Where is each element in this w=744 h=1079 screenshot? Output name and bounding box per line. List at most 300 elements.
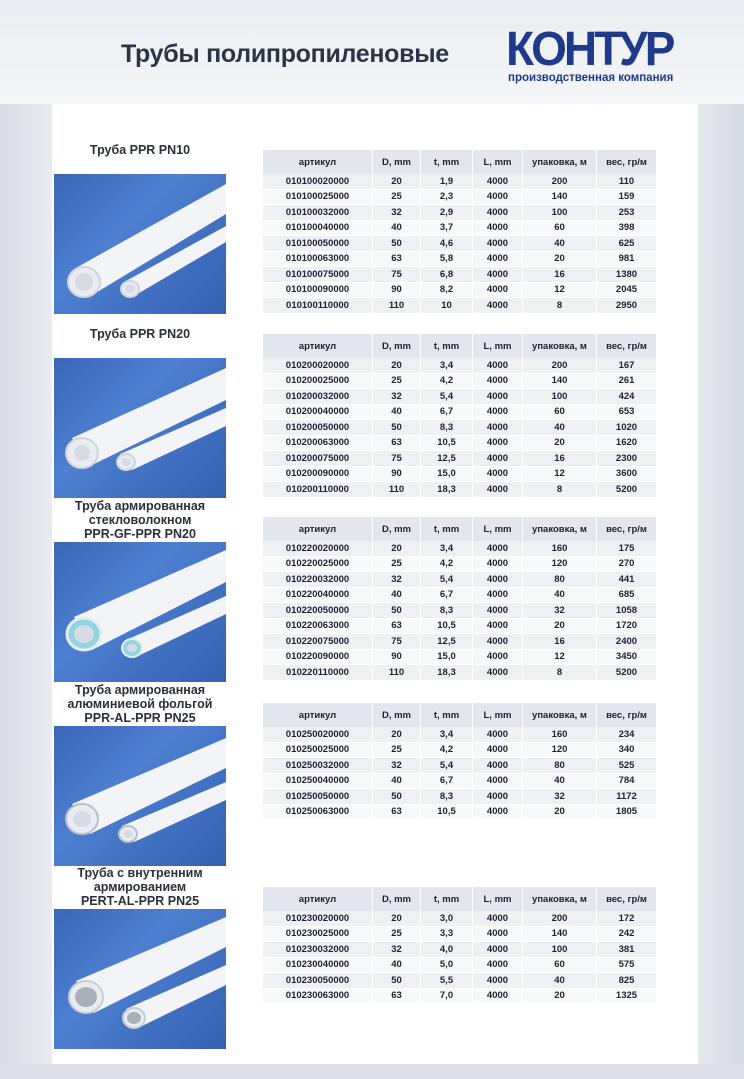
cell-length: 4000	[473, 252, 523, 268]
cell-package: 120	[523, 743, 597, 759]
cell-diameter: 50	[373, 236, 421, 252]
col-weight: вес, гр/м	[597, 150, 657, 174]
cell-diameter: 40	[373, 588, 421, 604]
spec-table-pn10	[263, 150, 657, 314]
cell-weight: 1058	[597, 603, 657, 619]
col-article: артикул	[263, 150, 373, 174]
cell-article: 010100032000	[263, 205, 373, 221]
cell-weight: 1172	[597, 789, 657, 805]
cell-package: 16	[523, 267, 597, 283]
cell-thickness: 18,3	[421, 665, 473, 681]
cell-article: 010230032000	[263, 942, 373, 958]
cell-article: 010100050000	[263, 236, 373, 252]
cell-article: 010100090000	[263, 283, 373, 299]
col-diameter: D, mm	[373, 517, 421, 541]
cell-thickness: 7,0	[421, 989, 473, 1005]
col-length: L, mm	[473, 334, 523, 358]
cell-diameter: 110	[373, 482, 421, 498]
table-row	[263, 358, 657, 374]
cell-length: 4000	[473, 436, 523, 452]
cell-thickness: 6,7	[421, 405, 473, 421]
pipe-illustration	[54, 174, 226, 314]
cell-length: 4000	[473, 911, 523, 927]
cell-package: 120	[523, 557, 597, 573]
cell-package: 16	[523, 451, 597, 467]
col-weight: вес, гр/м	[597, 517, 657, 541]
cell-diameter: 32	[373, 942, 421, 958]
cell-weight: 381	[597, 942, 657, 958]
col-thickness: t, mm	[421, 150, 473, 174]
col-length: L, mm	[473, 887, 523, 911]
cell-weight: 1020	[597, 420, 657, 436]
pipe-illustration	[54, 542, 226, 682]
cell-thickness: 5,8	[421, 252, 473, 268]
cell-diameter: 20	[373, 911, 421, 927]
cell-article: 010220040000	[263, 588, 373, 604]
cell-length: 4000	[473, 358, 523, 374]
cell-length: 4000	[473, 557, 523, 573]
cell-weight: 441	[597, 572, 657, 588]
cell-package: 100	[523, 942, 597, 958]
table-row	[263, 221, 657, 237]
cell-diameter: 20	[373, 358, 421, 374]
cell-thickness: 10,5	[421, 805, 473, 821]
cell-package: 60	[523, 958, 597, 974]
cell-diameter: 32	[373, 758, 421, 774]
section-title-pn20: Труба PPR PN20	[89, 327, 191, 341]
table-header-row	[263, 887, 657, 911]
cell-article: 010100025000	[263, 190, 373, 206]
pipe-photo-pn20	[54, 358, 226, 498]
cell-length: 4000	[473, 942, 523, 958]
cell-length: 4000	[473, 405, 523, 421]
cell-diameter: 40	[373, 405, 421, 421]
cell-diameter: 32	[373, 389, 421, 405]
cell-length: 4000	[473, 389, 523, 405]
cell-diameter: 63	[373, 252, 421, 268]
table-header-row	[263, 334, 657, 358]
cell-article: 010100110000	[263, 298, 373, 314]
cell-length: 4000	[473, 572, 523, 588]
pipe-illustration	[54, 358, 226, 498]
cell-article: 010200040000	[263, 405, 373, 421]
page-title: Трубы полипропиленовые	[121, 40, 449, 68]
cell-length: 4000	[473, 805, 523, 821]
cell-weight: 175	[597, 541, 657, 557]
col-length: L, mm	[473, 150, 523, 174]
table-row	[263, 420, 657, 436]
logo-wordmark: КОНТУР	[506, 20, 673, 76]
cell-length: 4000	[473, 221, 523, 237]
table-row	[263, 619, 657, 635]
cell-article: 010220050000	[263, 603, 373, 619]
section-title-line: Труба с внутренним	[77, 866, 203, 880]
cell-diameter: 90	[373, 467, 421, 483]
cell-length: 4000	[473, 588, 523, 604]
col-length: L, mm	[473, 703, 523, 727]
cell-length: 4000	[473, 298, 523, 314]
table-row	[263, 588, 657, 604]
col-diameter: D, mm	[373, 887, 421, 911]
cell-diameter: 40	[373, 958, 421, 974]
cell-thickness: 5,4	[421, 389, 473, 405]
cell-diameter: 75	[373, 451, 421, 467]
cell-weight: 172	[597, 911, 657, 927]
cell-package: 20	[523, 252, 597, 268]
cell-package: 60	[523, 221, 597, 237]
cell-diameter: 110	[373, 665, 421, 681]
cell-weight: 1380	[597, 267, 657, 283]
cell-article: 010200025000	[263, 374, 373, 390]
cell-article: 010100063000	[263, 252, 373, 268]
cell-article: 010230025000	[263, 927, 373, 943]
pipe-illustration	[54, 909, 226, 1049]
cell-thickness: 3,4	[421, 541, 473, 557]
table-row	[263, 789, 657, 805]
cell-thickness: 3,4	[421, 358, 473, 374]
spec-table-pn20	[263, 334, 657, 498]
cell-package: 20	[523, 805, 597, 821]
table-row	[263, 436, 657, 452]
cell-thickness: 12,5	[421, 634, 473, 650]
cell-article: 010200063000	[263, 436, 373, 452]
section-title-line: стекловолокном	[88, 513, 192, 527]
col-weight: вес, гр/м	[597, 334, 657, 358]
table-row	[263, 298, 657, 314]
col-diameter: D, mm	[373, 703, 421, 727]
cell-length: 4000	[473, 927, 523, 943]
table-row	[263, 205, 657, 221]
cell-length: 4000	[473, 619, 523, 635]
cell-length: 4000	[473, 174, 523, 190]
cell-weight: 784	[597, 774, 657, 790]
cell-article: 010250040000	[263, 774, 373, 790]
cell-diameter: 40	[373, 774, 421, 790]
cell-diameter: 63	[373, 619, 421, 635]
cell-thickness: 8,2	[421, 283, 473, 299]
cell-thickness: 10,5	[421, 436, 473, 452]
cell-length: 4000	[473, 958, 523, 974]
cell-article: 010220025000	[263, 557, 373, 573]
cell-length: 4000	[473, 541, 523, 557]
cell-weight: 1720	[597, 619, 657, 635]
cell-weight: 261	[597, 374, 657, 390]
cell-article: 010200020000	[263, 358, 373, 374]
cell-weight: 525	[597, 758, 657, 774]
col-diameter: D, mm	[373, 334, 421, 358]
cell-package: 60	[523, 405, 597, 421]
spec-table-gf	[263, 517, 657, 681]
left-decor-band	[0, 104, 52, 1064]
table-row	[263, 572, 657, 588]
cell-length: 4000	[473, 236, 523, 252]
cell-article: 010220110000	[263, 665, 373, 681]
cell-thickness: 2,3	[421, 190, 473, 206]
cell-diameter: 20	[373, 541, 421, 557]
cell-thickness: 5,0	[421, 958, 473, 974]
cell-package: 100	[523, 389, 597, 405]
cell-article: 010250063000	[263, 805, 373, 821]
cell-package: 20	[523, 989, 597, 1005]
cell-package: 200	[523, 358, 597, 374]
cell-thickness: 6,7	[421, 588, 473, 604]
cell-article: 010200090000	[263, 467, 373, 483]
cell-article: 010230040000	[263, 958, 373, 974]
cell-weight: 981	[597, 252, 657, 268]
cell-diameter: 25	[373, 743, 421, 759]
table-row	[263, 467, 657, 483]
cell-length: 4000	[473, 283, 523, 299]
cell-weight: 1805	[597, 805, 657, 821]
cell-weight: 5200	[597, 665, 657, 681]
cell-article: 010220020000	[263, 541, 373, 557]
cell-length: 4000	[473, 743, 523, 759]
cell-length: 4000	[473, 989, 523, 1005]
cell-diameter: 40	[373, 221, 421, 237]
cell-thickness: 4,2	[421, 557, 473, 573]
section-title-line: PPR-AL-PPR PN25	[84, 711, 196, 725]
cell-diameter: 90	[373, 283, 421, 299]
cell-article: 010200075000	[263, 451, 373, 467]
cell-length: 4000	[473, 727, 523, 743]
table-row	[263, 389, 657, 405]
section-title-pert	[54, 866, 226, 908]
cell-article: 010230050000	[263, 973, 373, 989]
col-thickness: t, mm	[421, 887, 473, 911]
table-row	[263, 973, 657, 989]
table-row	[263, 665, 657, 681]
col-package: упаковка, м	[523, 150, 597, 174]
table-row	[263, 190, 657, 206]
col-article: артикул	[263, 887, 373, 911]
bottom-decor-band	[0, 1064, 744, 1079]
cell-weight: 575	[597, 958, 657, 974]
table-row	[263, 482, 657, 498]
table-row	[263, 174, 657, 190]
cell-article: 010220032000	[263, 572, 373, 588]
cell-package: 12	[523, 283, 597, 299]
section-title-gf	[54, 499, 226, 541]
table-row	[263, 650, 657, 666]
cell-diameter: 32	[373, 205, 421, 221]
cell-article: 010220090000	[263, 650, 373, 666]
cell-package: 200	[523, 911, 597, 927]
cell-length: 4000	[473, 665, 523, 681]
table-row	[263, 603, 657, 619]
cell-thickness: 10	[421, 298, 473, 314]
cell-weight: 424	[597, 389, 657, 405]
cell-package: 40	[523, 973, 597, 989]
cell-package: 20	[523, 619, 597, 635]
col-thickness: t, mm	[421, 517, 473, 541]
cell-thickness: 4,2	[421, 374, 473, 390]
table-row	[263, 942, 657, 958]
cell-diameter: 63	[373, 989, 421, 1005]
cell-thickness: 4,6	[421, 236, 473, 252]
cell-diameter: 25	[373, 190, 421, 206]
section-title-line: алюминиевой фольгой	[67, 697, 213, 711]
col-article: артикул	[263, 334, 373, 358]
col-thickness: t, mm	[421, 703, 473, 727]
cell-package: 8	[523, 298, 597, 314]
cell-weight: 167	[597, 358, 657, 374]
cell-length: 4000	[473, 420, 523, 436]
cell-length: 4000	[473, 451, 523, 467]
cell-article: 010200050000	[263, 420, 373, 436]
cell-weight: 398	[597, 221, 657, 237]
section-title-line: PERT-AL-PPR PN25	[80, 894, 200, 908]
cell-diameter: 25	[373, 374, 421, 390]
cell-article: 010220075000	[263, 634, 373, 650]
col-weight: вес, гр/м	[597, 703, 657, 727]
cell-thickness: 5,4	[421, 572, 473, 588]
table-row	[263, 634, 657, 650]
col-package: упаковка, м	[523, 703, 597, 727]
cell-weight: 270	[597, 557, 657, 573]
cell-diameter: 50	[373, 973, 421, 989]
cell-thickness: 12,5	[421, 451, 473, 467]
cell-weight: 1325	[597, 989, 657, 1005]
spec-table-al	[263, 703, 657, 820]
cell-article: 010200110000	[263, 482, 373, 498]
table-row	[263, 927, 657, 943]
cell-thickness: 6,7	[421, 774, 473, 790]
section-title-al	[54, 683, 226, 725]
cell-thickness: 2,9	[421, 205, 473, 221]
cell-length: 4000	[473, 374, 523, 390]
pipe-photo-pert	[54, 909, 226, 1049]
table-row	[263, 451, 657, 467]
cell-weight: 685	[597, 588, 657, 604]
cell-length: 4000	[473, 603, 523, 619]
cell-weight: 653	[597, 405, 657, 421]
cell-length: 4000	[473, 482, 523, 498]
cell-length: 4000	[473, 973, 523, 989]
cell-package: 40	[523, 420, 597, 436]
cell-length: 4000	[473, 758, 523, 774]
cell-thickness: 3,3	[421, 927, 473, 943]
cell-package: 8	[523, 665, 597, 681]
cell-article: 010200032000	[263, 389, 373, 405]
col-article: артикул	[263, 517, 373, 541]
table-row	[263, 989, 657, 1005]
cell-diameter: 25	[373, 927, 421, 943]
cell-package: 12	[523, 467, 597, 483]
col-length: L, mm	[473, 517, 523, 541]
cell-diameter: 75	[373, 267, 421, 283]
table-row	[263, 374, 657, 390]
cell-article: 010250032000	[263, 758, 373, 774]
cell-thickness: 3,4	[421, 727, 473, 743]
table-row	[263, 805, 657, 821]
cell-article: 010220063000	[263, 619, 373, 635]
cell-length: 4000	[473, 789, 523, 805]
cell-article: 010250050000	[263, 789, 373, 805]
cell-weight: 2950	[597, 298, 657, 314]
cell-article: 010230063000	[263, 989, 373, 1005]
section-title-line: PPR-GF-PPR PN20	[84, 527, 196, 541]
cell-package: 160	[523, 541, 597, 557]
table-row	[263, 283, 657, 299]
cell-thickness: 8,3	[421, 420, 473, 436]
cell-diameter: 50	[373, 789, 421, 805]
cell-package: 140	[523, 190, 597, 206]
section-title-pn10: Труба PPR PN10	[89, 143, 191, 157]
cell-length: 4000	[473, 650, 523, 666]
cell-thickness: 15,0	[421, 467, 473, 483]
table-row	[263, 557, 657, 573]
cell-diameter: 20	[373, 727, 421, 743]
cell-diameter: 20	[373, 174, 421, 190]
cell-package: 8	[523, 482, 597, 498]
logo-subtitle: производственная компания	[508, 72, 674, 84]
pipe-photo-gf	[54, 542, 226, 682]
cell-diameter: 63	[373, 805, 421, 821]
cell-weight: 3450	[597, 650, 657, 666]
cell-package: 32	[523, 603, 597, 619]
cell-thickness: 3,0	[421, 911, 473, 927]
cell-diameter: 50	[373, 420, 421, 436]
cell-thickness: 15,0	[421, 650, 473, 666]
cell-package: 40	[523, 236, 597, 252]
cell-package: 12	[523, 650, 597, 666]
table-row	[263, 911, 657, 927]
col-article: артикул	[263, 703, 373, 727]
table-row	[263, 727, 657, 743]
table-row	[263, 252, 657, 268]
cell-weight: 242	[597, 927, 657, 943]
cell-thickness: 1,9	[421, 174, 473, 190]
section-title-line: Труба армированная	[74, 499, 206, 513]
cell-package: 80	[523, 572, 597, 588]
cell-package: 40	[523, 774, 597, 790]
spec-table-pert	[263, 887, 657, 1004]
cell-package: 20	[523, 436, 597, 452]
table-row	[263, 758, 657, 774]
cell-weight: 234	[597, 727, 657, 743]
cell-thickness: 18,3	[421, 482, 473, 498]
cell-thickness: 8,3	[421, 789, 473, 805]
right-decor-band	[698, 104, 744, 1079]
cell-weight: 3600	[597, 467, 657, 483]
col-thickness: t, mm	[421, 334, 473, 358]
table-header-row	[263, 703, 657, 727]
col-package: упаковка, м	[523, 334, 597, 358]
cell-diameter: 25	[373, 557, 421, 573]
table-row	[263, 541, 657, 557]
table-row	[263, 774, 657, 790]
section-title-line: армированием	[93, 880, 187, 894]
table-header-row	[263, 517, 657, 541]
cell-diameter: 90	[373, 650, 421, 666]
cell-article: 010100075000	[263, 267, 373, 283]
cell-length: 4000	[473, 467, 523, 483]
cell-thickness: 4,0	[421, 942, 473, 958]
col-package: упаковка, м	[523, 517, 597, 541]
cell-package: 200	[523, 174, 597, 190]
cell-article: 010250025000	[263, 743, 373, 759]
cell-package: 100	[523, 205, 597, 221]
cell-thickness: 5,4	[421, 758, 473, 774]
cell-weight: 110	[597, 174, 657, 190]
table-row	[263, 267, 657, 283]
cell-thickness: 10,5	[421, 619, 473, 635]
table-row	[263, 743, 657, 759]
col-package: упаковка, м	[523, 887, 597, 911]
cell-package: 32	[523, 789, 597, 805]
cell-package: 160	[523, 727, 597, 743]
cell-thickness: 4,2	[421, 743, 473, 759]
